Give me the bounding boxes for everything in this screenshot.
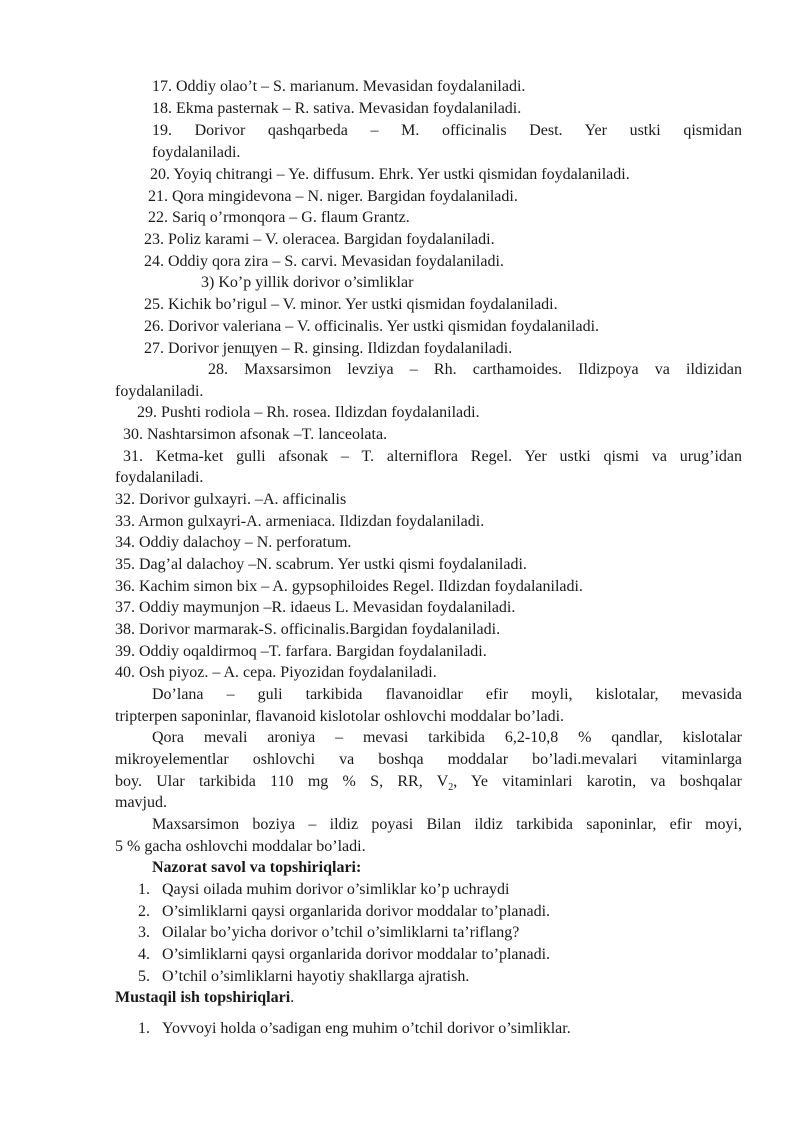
plant-list-item-continued: foydalaniladi. bbox=[115, 383, 204, 400]
plant-list-item: 39. Oddiy oqaldirmoq –T. farfara. Bargidan foydalaniladi. bbox=[115, 643, 487, 660]
plant-list-item: 18. Ekma pasternak – R. sativa. Mevasidan foydalaniladi. bbox=[152, 100, 522, 117]
paragraph-aroniya-continued: boy. Ular tarkibida 110 mg % S, RR, $V_2$, Ye vitaminlari karotin, va boshqalar bbox=[115, 773, 742, 794]
paragraph-aroniya-continued: mikroyelementlar oshlovchi va boshqa moddalar bo’ladi.mevalari vitaminlarga bbox=[115, 751, 742, 768]
plant-list-item: 31. Ketma-ket gulli afsonak – T. alterniflora Regel. Yer ustki qismi va urug’idan bbox=[123, 448, 742, 465]
plant-list-item: 21. Qora mingidevona – N. niger. Bargidan foydalaniladi. bbox=[148, 188, 518, 205]
plant-list-item: 20. Yoyiq chitrangi – Ye. diffusum. Ehrk. Yer ustki qismidan foydalaniladi. bbox=[150, 166, 630, 183]
paragraph-dolana-continued: tripterpen saponinlar, flavanoid kislotolar oshlovchi moddalar bo’ladi. bbox=[115, 708, 565, 725]
plant-list-item-continued: foydalaniladi. bbox=[115, 469, 204, 486]
plant-list-item-continued: foydalaniladi. bbox=[152, 144, 241, 161]
plant-list-item: 36. Kachim simon bix – A. gypsophiloides Regel. Ildizdan foydalaniladi. bbox=[115, 578, 583, 595]
control-question: 2. O’simliklarni qaysi organlarida dorivor moddalar to’planadi. bbox=[138, 903, 551, 920]
paragraph-boziya: Maxsarsimon boziya – ildiz poyasi Bilan ildiz tarkibida saponinlar, efir moyi, bbox=[152, 816, 742, 833]
plant-list-item: 27. Dorivor jenщyen – R. ginsing. Ildizdan foydalaniladi. bbox=[144, 340, 513, 357]
plant-list-item: 24. Oddiy qora zira – S. carvi. Mevasidan foydalaniladi. bbox=[144, 253, 504, 270]
control-question: 5. O’tchil o’simliklarni hayotiy shakllarga ajratish. bbox=[138, 968, 470, 985]
paragraph-aroniya-continued: mavjud. bbox=[115, 794, 167, 811]
plant-list-item: 19. Dorivor qashqarbeda – M. officinalis Dest. Yer ustki qismidan bbox=[152, 122, 742, 139]
plant-list-item: 25. Kichik bo’rigul – V. minor. Yer ustki qismidan foydalaniladi. bbox=[144, 296, 558, 313]
plant-list-item: 23. Poliz karami – V. oleracea. Bargidan foydalaniladi. bbox=[144, 231, 495, 248]
paragraph-aroniya: Qora mevali aroniya – mevasi tarkibida 6,2-10,8 % qandlar, kislotalar bbox=[152, 729, 742, 746]
section-heading: 3) Ko’p yillik dorivor o’simliklar bbox=[201, 274, 414, 291]
plant-list-item: 32. Dorivor gulxayri. –A. afficinalis bbox=[115, 491, 347, 508]
plant-list-item: 26. Dorivor valeriana – V. officinalis. Yer ustki qismidan foydalaniladi. bbox=[144, 318, 600, 335]
plant-list-item: 30. Nashtarsimon afsonak –T. lanceolata. bbox=[123, 426, 388, 443]
plant-list-item: 33. Armon gulxayri-A. armeniaca. Ildizdan foydalaniladi. bbox=[115, 513, 485, 530]
paragraph-dolana: Do’lana – guli tarkibida flavanoidlar efir moyli, kislotalar, mevasida bbox=[152, 686, 742, 703]
paragraph-boziya-continued: 5 % gacha oshlovchi moddalar bo’ladi. bbox=[115, 838, 366, 855]
control-question: 4. O’simliklarni qaysi organlarida dorivor moddalar to’planadi. bbox=[138, 946, 551, 963]
plant-list-item: 34. Oddiy dalachoy – N. perforatum. bbox=[115, 534, 352, 551]
control-question: 3. Oilalar bo’yicha dorivor o’tchil o’simliklarni ta’riflang? bbox=[138, 924, 520, 941]
plant-list-item: 37. Oddiy maymunjon –R. idaeus L. Mevasidan foydalaniladi. bbox=[115, 599, 516, 616]
plant-list-item: 17. Oddiy olao’t – S. marianum. Mevasidan foydalaniladi. bbox=[152, 78, 526, 95]
plant-list-item: 28. Maxsarsimon levziya – Rh. carthamoides. Ildizpoya va ildizidan bbox=[208, 361, 742, 378]
independent-task: 1. Yovvoyi holda o’sadigan eng muhim o’tchil dorivor o’simliklar. bbox=[138, 1020, 571, 1037]
plant-list-item: 29. Pushti rodiola – Rh. rosea. Ildizdan foydalaniladi. bbox=[137, 404, 480, 421]
control-question: 1. Qaysi oilada muhim dorivor o’simliklar ko’p uchraydi bbox=[138, 881, 510, 898]
plant-list-item: 22. Sariq o’rmonqora – G. flaum Grantz. bbox=[148, 209, 410, 226]
independent-work-heading: Mustaqil ish topshiriqlari. bbox=[115, 989, 295, 1006]
control-questions-heading: Nazorat savol va topshiriqlari: bbox=[152, 859, 362, 876]
plant-list-item: 38. Dorivor marmarak-S. officinalis.Bargidan foydalaniladi. bbox=[115, 621, 501, 638]
plant-list-item: 35. Dag’al dalachoy –N. scabrum. Yer ustki qismi foydalaniladi. bbox=[115, 556, 527, 573]
plant-list-item: 40. Osh piyoz. – A. cepa. Piyozidan foydalaniladi. bbox=[115, 664, 437, 681]
